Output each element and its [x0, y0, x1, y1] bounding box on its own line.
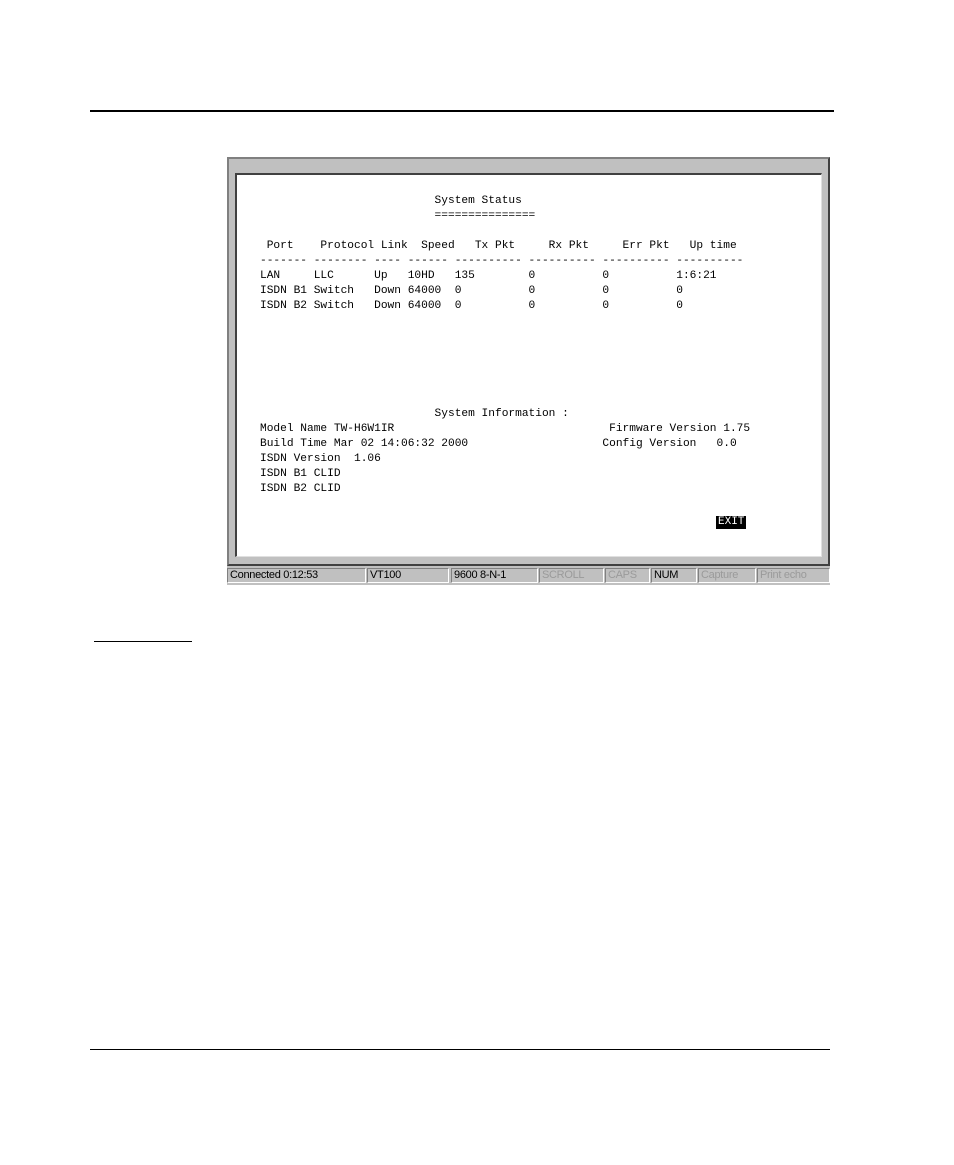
- terminal-line: ISDN B1 CLID: [260, 468, 341, 480]
- terminal-frame: [227, 157, 830, 566]
- status-print-echo: Print echo: [757, 568, 830, 583]
- footer-rule: [90, 1049, 830, 1050]
- status-connected: Connected 0:12:53: [227, 568, 366, 583]
- section-rule: [94, 641, 192, 642]
- status-caps: CAPS: [605, 568, 650, 583]
- terminal-line: ISDN B2 Switch Down 64000 0 0 0 0: [260, 300, 683, 312]
- terminal-line: LAN LLC Up 10HD 135 0 0 1:6:21: [260, 270, 717, 282]
- terminal-line: System Information :: [260, 408, 569, 420]
- terminal-line: System Status: [260, 195, 522, 207]
- status-scroll: SCROLL: [539, 568, 604, 583]
- terminal-window: [227, 157, 830, 585]
- terminal-line: Build Time Mar 02 14:06:32 2000 Config Version 0.0: [260, 438, 737, 450]
- exit-button[interactable]: EXIT: [718, 516, 745, 528]
- terminal-screen[interactable]: [235, 173, 822, 557]
- terminal-line: ------- -------- ---- ------ ---------- ---------- ---------- ----------: [260, 255, 744, 267]
- terminal-line: ISDN B2 CLID: [260, 483, 341, 495]
- header-rule: [90, 110, 834, 112]
- status-port-settings: 9600 8-N-1: [451, 568, 538, 583]
- terminal-line: Model Name TW-H6W1IR Firmware Version 1.75: [260, 423, 751, 435]
- terminal-line: ISDN Version 1.06: [260, 453, 381, 465]
- status-emulation: VT100: [367, 568, 449, 583]
- status-bar: [227, 566, 830, 585]
- status-capture: Capture: [698, 568, 756, 583]
- status-num: NUM: [651, 568, 697, 583]
- terminal-line: Port Protocol Link Speed Tx Pkt Rx Pkt Err Pkt Up time: [260, 240, 737, 252]
- terminal-line: ===============: [260, 210, 536, 222]
- terminal-line: ISDN B1 Switch Down 64000 0 0 0 0: [260, 285, 683, 297]
